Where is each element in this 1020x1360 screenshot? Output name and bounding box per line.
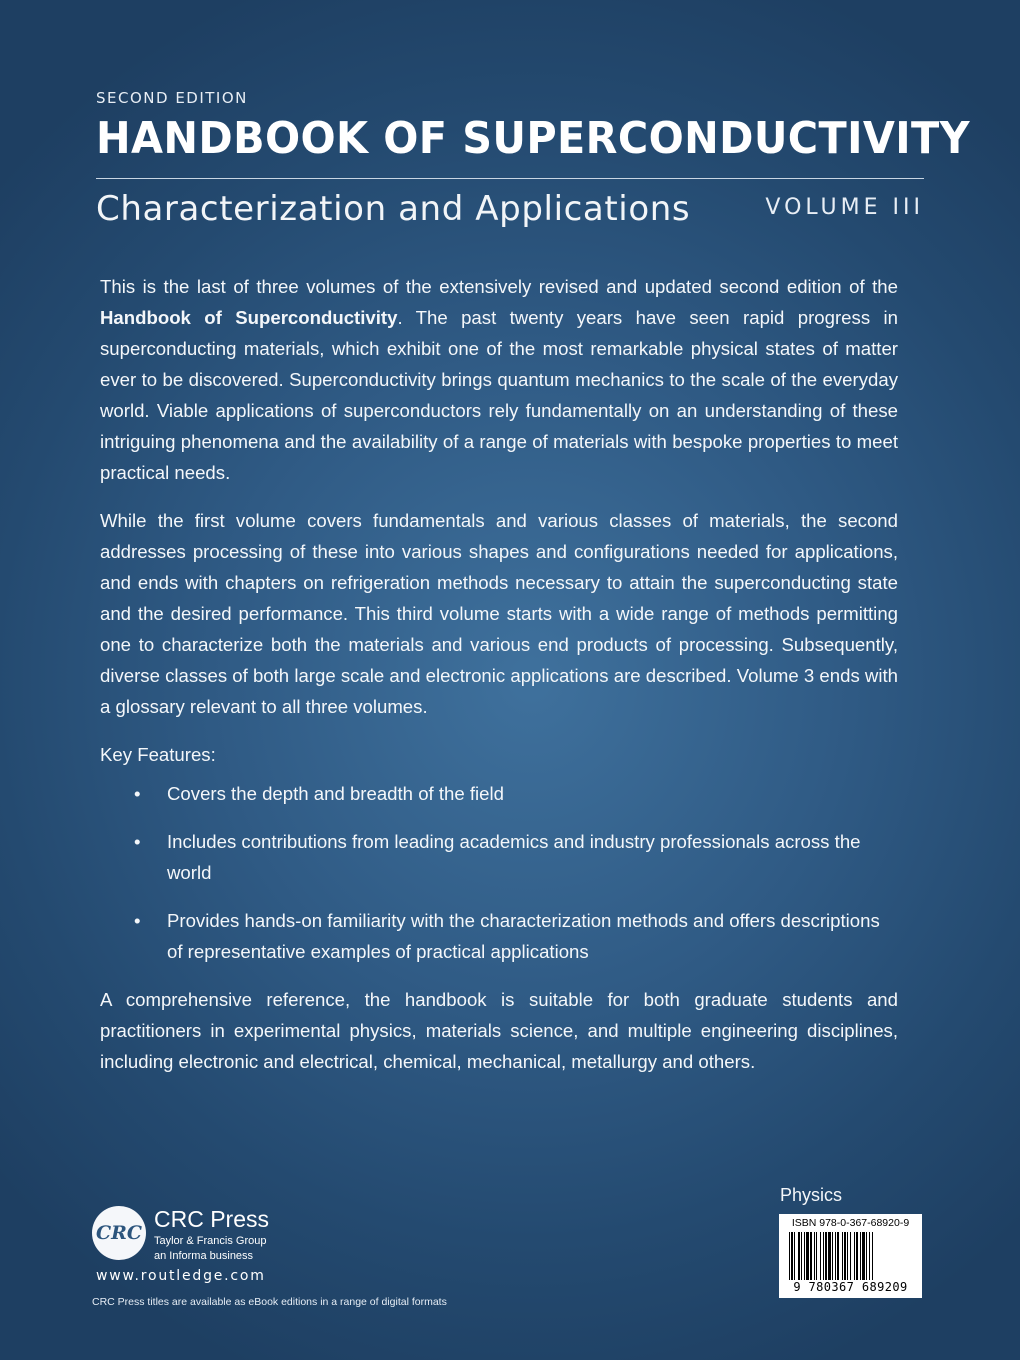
bullet-icon: • bbox=[134, 910, 141, 931]
barcode-bar bbox=[801, 1232, 802, 1280]
barcode-bar bbox=[856, 1232, 858, 1280]
barcode-bar bbox=[860, 1232, 861, 1280]
barcode-digits: 9 780367 689209 bbox=[793, 1280, 908, 1294]
feature-text: Includes contributions from leading academics and industry professionals across the world bbox=[167, 831, 861, 883]
barcode-bar bbox=[789, 1232, 790, 1280]
list-item bbox=[100, 778, 898, 809]
barcode-bar bbox=[844, 1232, 846, 1280]
blurb bbox=[100, 271, 898, 1077]
barcode bbox=[779, 1214, 922, 1298]
barcode-bar bbox=[835, 1232, 836, 1280]
barcode-bar bbox=[798, 1232, 800, 1280]
barcode-bar bbox=[872, 1232, 873, 1280]
barcode-bar bbox=[794, 1232, 795, 1280]
intro-rest: . The past twenty years have seen rapid progress in superconducting materials, which exhibit one of the most remarkable physical states of matter ever to be discovered. Superconductivity brings quantum mechanics to the scale of the everyday world. Viable applications of superconductors rely fundamentally on an understanding of these intriguing phenomena and the availability of a range of materials with bespoke properties to meet practical needs. bbox=[100, 307, 898, 483]
subtitle-row bbox=[96, 183, 924, 233]
publisher-website[interactable]: www.routledge.com bbox=[96, 1268, 266, 1284]
book-title: HANDBOOK OF SUPERCONDUCTIVITY bbox=[96, 113, 970, 164]
publisher-group bbox=[154, 1234, 266, 1264]
book-subtitle: Characterization and Applications bbox=[96, 189, 691, 229]
barcode-bar bbox=[820, 1232, 821, 1280]
barcode-bar bbox=[810, 1232, 812, 1280]
intro-bold-title: Handbook of Superconductivity bbox=[100, 307, 398, 328]
volume-label: VOLUME III bbox=[765, 195, 924, 220]
barcode-bars-icon bbox=[789, 1232, 914, 1280]
isbn-text: ISBN 978-0-367-68920-9 bbox=[791, 1217, 910, 1229]
barcode-bar bbox=[842, 1232, 843, 1280]
ebook-note: CRC Press titles are available as eBook editions in a range of digital formats bbox=[92, 1296, 447, 1308]
barcode-bar bbox=[804, 1232, 805, 1280]
list-item bbox=[100, 826, 898, 888]
barcode-bar bbox=[869, 1232, 870, 1280]
bullet-icon: • bbox=[134, 783, 141, 804]
features-list bbox=[100, 778, 898, 967]
title-divider bbox=[96, 178, 924, 179]
category-label: Physics bbox=[780, 1185, 843, 1205]
publisher-group-name: Taylor & Francis Group bbox=[154, 1235, 267, 1247]
intro-paragraph bbox=[100, 271, 898, 488]
feature-text: Provides hands-on familiarity with the characterization methods and offers descriptions of representative examples of practical applications bbox=[167, 910, 880, 962]
key-features-label: Key Features: bbox=[100, 744, 216, 765]
edition-label: SECOND EDITION bbox=[96, 89, 248, 107]
barcode-bar bbox=[814, 1232, 815, 1280]
barcode-bar bbox=[816, 1232, 817, 1280]
barcode-bar bbox=[806, 1232, 809, 1280]
closing-paragraph: A comprehensive reference, the handbook is suitable for both graduate students and practitioners in experimental physics, materials science, and multiple engineering disciplines, including electronic and electrical, chemical, mechanical, metallurgy and others. bbox=[100, 989, 898, 1072]
barcode-bar bbox=[828, 1232, 831, 1280]
crc-logo-icon: CRC bbox=[92, 1206, 146, 1260]
barcode-bar bbox=[862, 1232, 865, 1280]
barcode-bar bbox=[850, 1232, 851, 1280]
publisher-logo bbox=[92, 1206, 447, 1326]
feature-text: Covers the depth and breadth of the field bbox=[167, 783, 504, 804]
intro-start: This is the last of three volumes of the extensively revised and updated second edition of the bbox=[100, 276, 898, 297]
publisher-name: CRC Press bbox=[154, 1206, 270, 1232]
bullet-icon: • bbox=[134, 831, 141, 852]
barcode-bar bbox=[825, 1232, 827, 1280]
cover-header bbox=[96, 88, 970, 233]
list-item bbox=[100, 905, 898, 967]
barcode-bar bbox=[837, 1232, 839, 1280]
publisher-informa: an Informa business bbox=[154, 1250, 254, 1262]
barcode-bar bbox=[866, 1232, 867, 1280]
barcode-bar bbox=[823, 1232, 824, 1280]
barcode-bar bbox=[854, 1232, 855, 1280]
volumes-paragraph: While the first volume covers fundamentals and various classes of materials, the second addresses processing of these into various shapes and configurations needed for applications, and ends with chapters on refrigeration methods necessary to attain the superconducting state and the desired performance. This third volume starts with a wide range of methods permitting one to characterize both the materials and various end products of processing. Subsequently, diverse classes of both large scale and electronic applications are described. Volume 3 ends with a glossary relevant to all three volumes. bbox=[100, 510, 898, 717]
barcode-bar bbox=[832, 1232, 833, 1280]
barcode-bar bbox=[847, 1232, 848, 1280]
barcode-bar bbox=[791, 1232, 793, 1280]
